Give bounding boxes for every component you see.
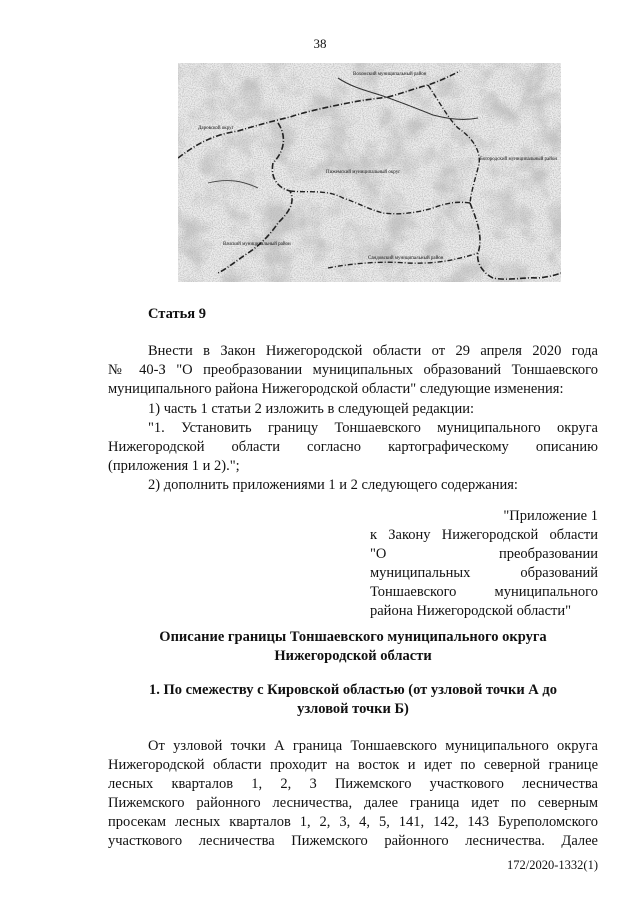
body-line-3: лесных кварталов 1, 2, 3 Пижемского участкового лесничества	[108, 776, 598, 792]
quote-line-2: Нижегородской области согласно картографическому описанию	[108, 439, 598, 455]
body-line-2: Нижегородской области проходит на восток и идет по северной границе	[108, 757, 598, 773]
appendix-line-2: к Закону Нижегородской области	[370, 527, 598, 543]
description-title-line-2: Нижегородской области	[274, 648, 432, 664]
item-2: 2) дополнить приложениями 1 и 2 следующего содержания:	[148, 477, 518, 493]
intro-line-3: муниципального района Нижегородской области" следующие изменения:	[108, 381, 564, 397]
appendix-line-5: Тоншаевского муниципального	[370, 584, 598, 600]
map-label-east: Богородский муниципальный район	[480, 157, 558, 162]
map-label-center: Пижемский муниципальный округ	[326, 170, 401, 175]
appendix-line-6: района Нижегородской области"	[370, 603, 572, 619]
map-label-south: Сандовский муниципальный район	[368, 256, 444, 261]
document-code: 172/2020-1332(1)	[507, 858, 598, 872]
body-line-5: просекам лесных кварталов 1, 2, 3, 4, 5, 141, 142, 143 Буреполомского	[108, 814, 598, 830]
body-line-1: От узловой точки А граница Тоншаевского муниципального округа	[148, 738, 598, 754]
map-label-southwest: Вачский муниципальный район	[223, 242, 291, 247]
appendix-line-4: муниципальных образований	[370, 565, 598, 581]
map-image	[178, 63, 561, 282]
body-line-4: Пижемского районного лесничества, далее граница идет по северным	[108, 795, 598, 811]
map-label-northwest: Даровской округ	[198, 126, 234, 131]
description-title-line-1: Описание границы Тоншаевского муниципального округа	[159, 629, 547, 645]
section-1-title-line-1: 1. По смежеству с Кировской областью (от узловой точки А до	[149, 682, 557, 698]
intro-line-1: Внести в Закон Нижегородской области от 29 апреля 2020 года	[148, 343, 598, 359]
appendix-line-1: "Приложение 1	[503, 508, 598, 524]
intro-line-2: № 40-З "О преобразовании муниципальных образований Тоншаевского	[108, 362, 598, 378]
item-1: 1) часть 1 статьи 2 изложить в следующей редакции:	[148, 401, 474, 417]
body-line-6: участкового лесничества Пижемского районного лесничества. Далее	[108, 833, 598, 849]
quote-line-1: "1. Установить границу Тоншаевского муниципального округа	[148, 420, 598, 436]
quote-line-3: (приложения 1 и 2).";	[108, 458, 240, 474]
article-title: Статья 9	[148, 306, 206, 322]
page-number: 38	[313, 36, 327, 51]
section-1-title-line-2: узловой точки Б)	[297, 701, 409, 717]
map-label-north: Вохомский муниципальный район	[353, 72, 427, 77]
appendix-line-3: "О преобразовании	[370, 546, 598, 562]
